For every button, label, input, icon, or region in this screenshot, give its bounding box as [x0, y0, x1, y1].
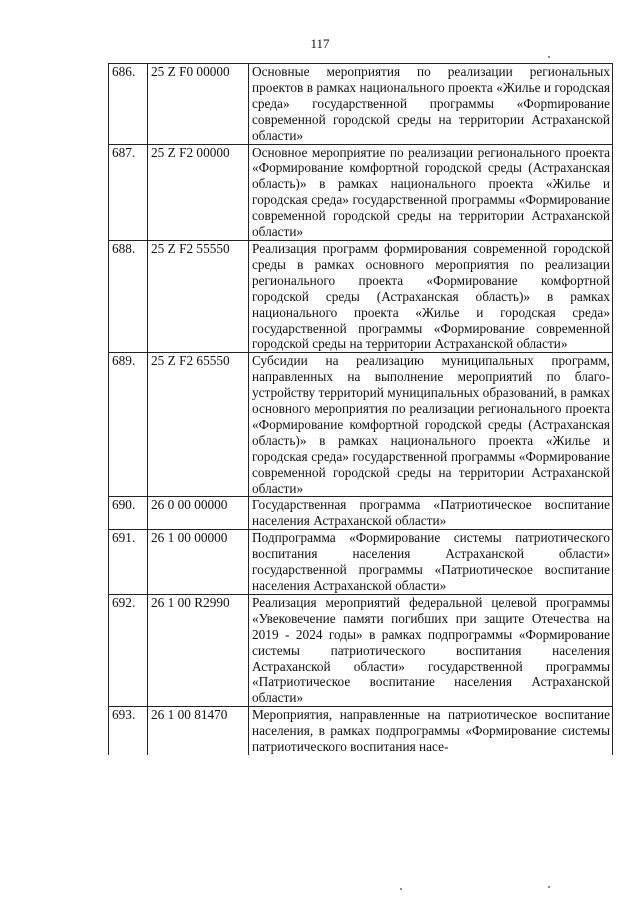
- row-description: Государственная программа «Патриотическое воспитание населения Астраханской области»: [249, 497, 613, 530]
- classification-code: 26 1 00 R2990: [148, 594, 249, 706]
- table-row: [109, 64, 613, 145]
- table-row: [109, 707, 613, 755]
- row-description: Субсидии на реализацию муниципальных программ, направленных на выполнение мероприятий по благоустройству территорий муниципальных образований, в рамках основного мероприятия по реализации регионального проекта «Формирование комфортной городской среды (Астраханская область)» в рамках национального проекта «Жилье и городская среда» государственной программы «Формирование современной городской среды на территории Астраханской области»: [249, 353, 613, 497]
- classification-code: 25 Z F2 55550: [148, 240, 249, 352]
- scan-speck: [548, 886, 550, 888]
- row-description: Мероприятия, направленные на патриотическое воспитание населения, в рамках подпрограммы «Формирование системы патриотического воспитания насе-: [249, 707, 613, 755]
- row-number: 689.: [109, 353, 148, 497]
- classification-code: 25 Z F2 65550: [148, 353, 249, 497]
- row-number: 688.: [109, 240, 148, 352]
- table-row: [109, 144, 613, 240]
- row-description: Подпрограмма «Формирование системы патриотического воспитания населения Астраханской области» государственной программы «Патриотическое воспитание населения Астраханской области»: [249, 530, 613, 595]
- table-row: [109, 353, 613, 497]
- scan-speck: [548, 56, 550, 58]
- classification-code: 26 1 00 00000: [148, 530, 249, 595]
- budget-codes-table: [108, 63, 613, 755]
- table-row: [109, 594, 613, 706]
- row-description: Реализация программ формирования современной городской среды в рамках основного мероприятия по реализации регионального проекта «Формирование комфортной городской среды (Астраханская область)» в рамках национального проекта «Жилье и городская среда» государственной программы «Формирование современной городской среды на территории Астраханской области»: [249, 240, 613, 352]
- page-number: 117: [310, 36, 330, 51]
- row-description: Реализация мероприятий федеральной целевой программы «Увековечение памяти погибших при защите Отечества на 2019 - 2024 годы» в рамках подпрограммы «Формирование системы патриотического воспитания населения Астраханской области» государственной программы «Патриотическое воспитание населения Астраханской области»: [249, 594, 613, 706]
- row-number: 693.: [109, 707, 148, 755]
- table-row: [109, 497, 613, 530]
- table-row: [109, 530, 613, 595]
- row-number: 690.: [109, 497, 148, 530]
- table-row: [109, 240, 613, 352]
- row-number: 687.: [109, 144, 148, 240]
- classification-code: 25 Z F0 00000: [148, 64, 249, 145]
- row-description: Основные мероприятия по реализации региональных проектов в рамках национального проекта «Жилье и городская среда» государственной программы «Форmирование современной городской среды на территории Астраханской области»: [249, 64, 613, 145]
- row-number: 691.: [109, 530, 148, 595]
- classification-code: 26 0 00 00000: [148, 497, 249, 530]
- row-description: Основное мероприятие по реализации регионального проекта «Формирование комфортной городской среды (Астраханская область)» в рамках национального проекта «Жилье и городская среда» государственной программы «Формирование современной городской среды на территории Астраханской области»: [249, 144, 613, 240]
- scan-speck: [400, 888, 402, 890]
- row-number: 686.: [109, 64, 148, 145]
- classification-code: 26 1 00 81470: [148, 707, 249, 755]
- classification-code: 25 Z F2 00000: [148, 144, 249, 240]
- row-number: 692.: [109, 594, 148, 706]
